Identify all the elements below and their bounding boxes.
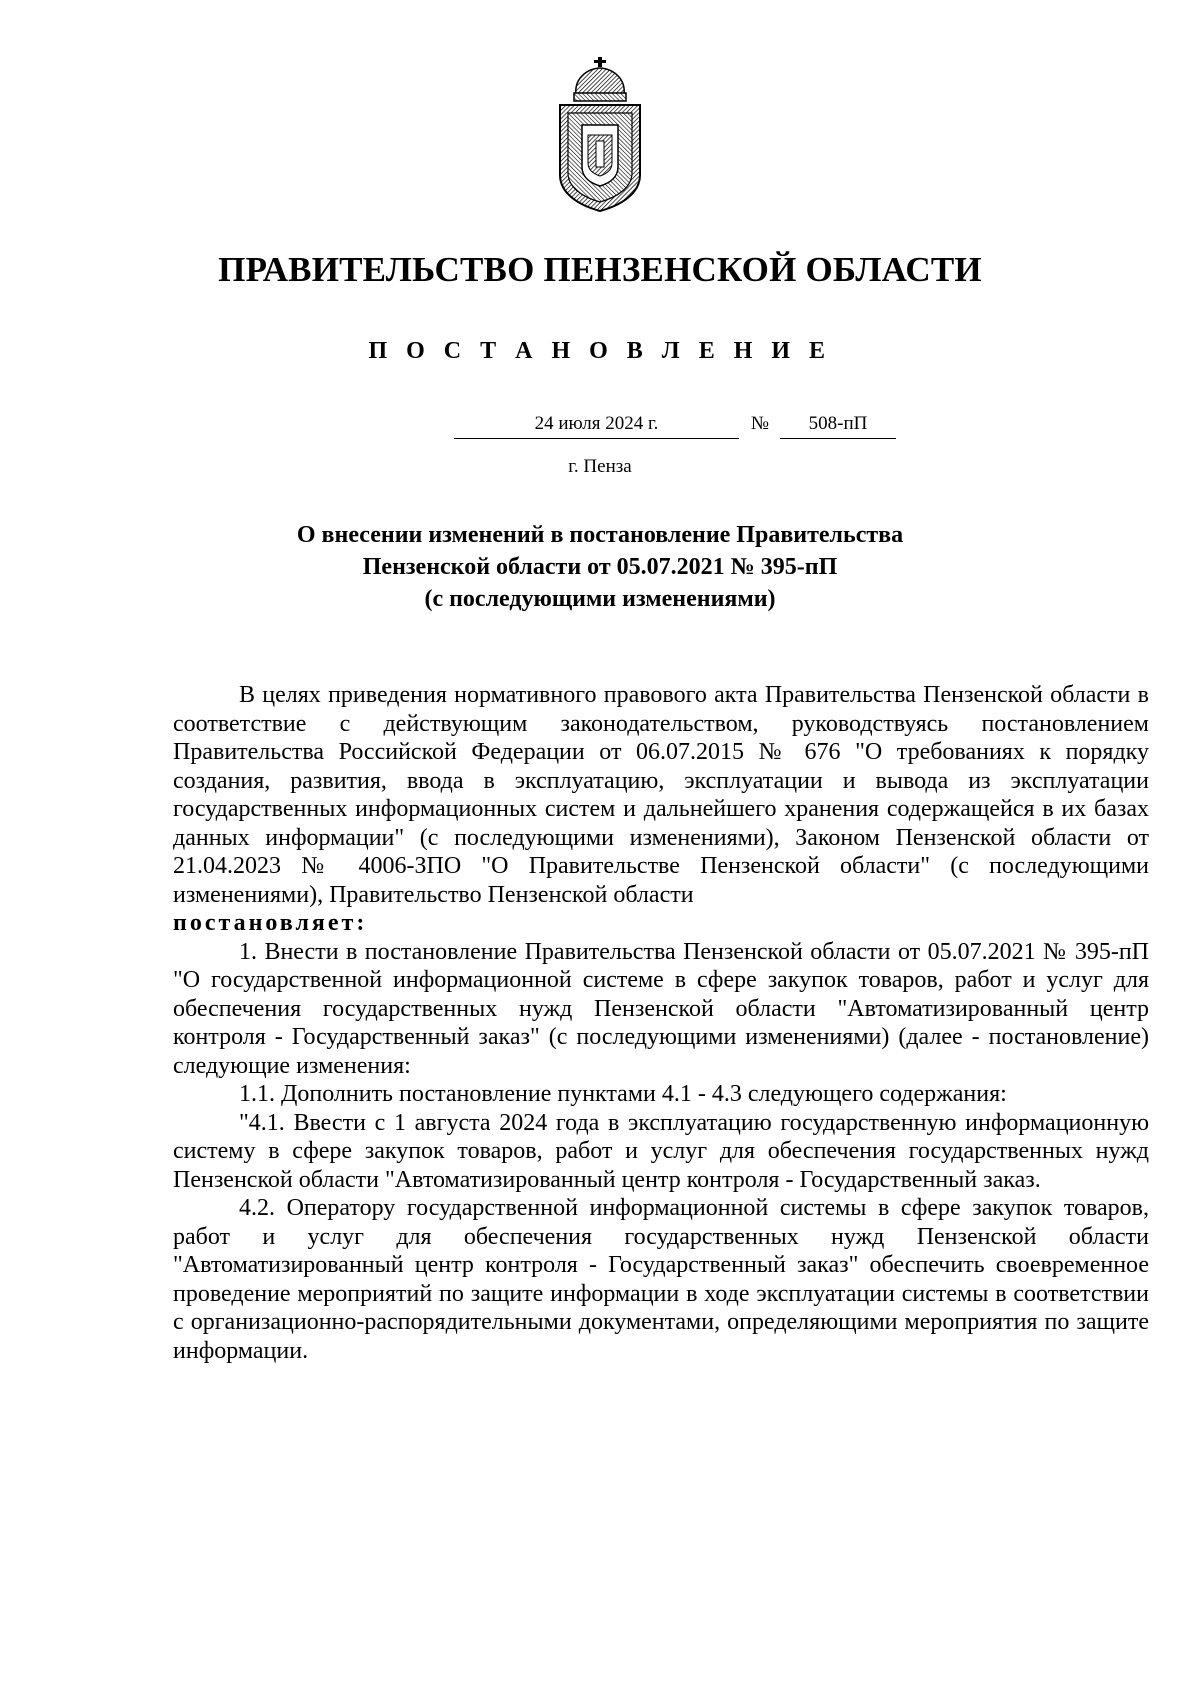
item-1-1-paragraph: 1.1. Дополнить постановление пунктами 4.1 - 4.3 следующего содержания: <box>239 1081 1007 1107</box>
title-line: Пензенской области от 05.07.2021 № 395-пП <box>362 554 838 580</box>
number-sign: № <box>750 413 770 434</box>
document-title <box>200 519 1000 615</box>
organization-name: ПРАВИТЕЛЬСТВО ПЕНЗЕНСКОЙ ОБЛАСТИ <box>218 250 982 289</box>
document-number: 508-пП <box>780 410 896 439</box>
item-4-2-paragraph: 4.2. Оператору государственной информационной системы в сфере закупок товаров, работ и услуг для обеспечения государственных нужд Пензенской области "Автоматизированный центр контроля - Государственный заказ" обеспечить своевременное проведение мероприятий по защите информации в ходе эксплуатации системы в соответствии с организационно-распорядительными документами, определяющими мероприятия по защите информации. <box>173 1195 1149 1364</box>
preamble-paragraph: В целях приведения нормативного правового акта Правительства Пензенской области в соответствие с действующим законодательством, руководствуясь постановлением Правительства Российской Федерации от 06.07.2015 № 676 "О требованиях к порядку создания, развития, ввода в эксплуатацию, эксплуатации и вывода из эксплуатации государственных информационных систем и дальнейшего хранения содержащейся в их базах данных информации" (с последующими изменениями), Законом Пензенской области от 21.04.2023 № 4006-ЗПО "О Правительстве Пензенской области" (с последующими изменениями), Правительство Пензенской области <box>173 682 1149 908</box>
document-type: П О С Т А Н О В Л Е Н И Е <box>368 338 832 364</box>
city: г. Пенза <box>568 456 632 477</box>
document-body <box>173 681 1149 1365</box>
title-line: (с последующими изменениями) <box>424 586 776 612</box>
document-date: 24 июля 2024 г. <box>454 410 739 439</box>
decree-word: постановляет: <box>173 910 368 936</box>
decree-paragraph <box>173 909 1149 938</box>
coat-of-arms-icon <box>552 55 648 215</box>
title-line: О внесении изменений в постановление Правительства <box>296 522 904 548</box>
item-1-paragraph: 1. Внести в постановление Правительства Пензенской области от 05.07.2021 № 395-пП "О государственной информационной системе в сфере закупок товаров, работ и услуг для обеспечения государственных нужд Пензенской области "Автоматизированный центр контроля - Государственный заказ" (с последующими изменениями) (далее - постановление) следующие изменения: <box>173 938 1149 1079</box>
item-4-1-paragraph: "4.1. Ввести с 1 августа 2024 года в эксплуатацию государственную информационную систему в сфере закупок товаров, работ и услуг для обеспечения государственных нужд Пензенской области "Автоматизированный центр контроля - Государственный заказ. <box>173 1109 1149 1193</box>
